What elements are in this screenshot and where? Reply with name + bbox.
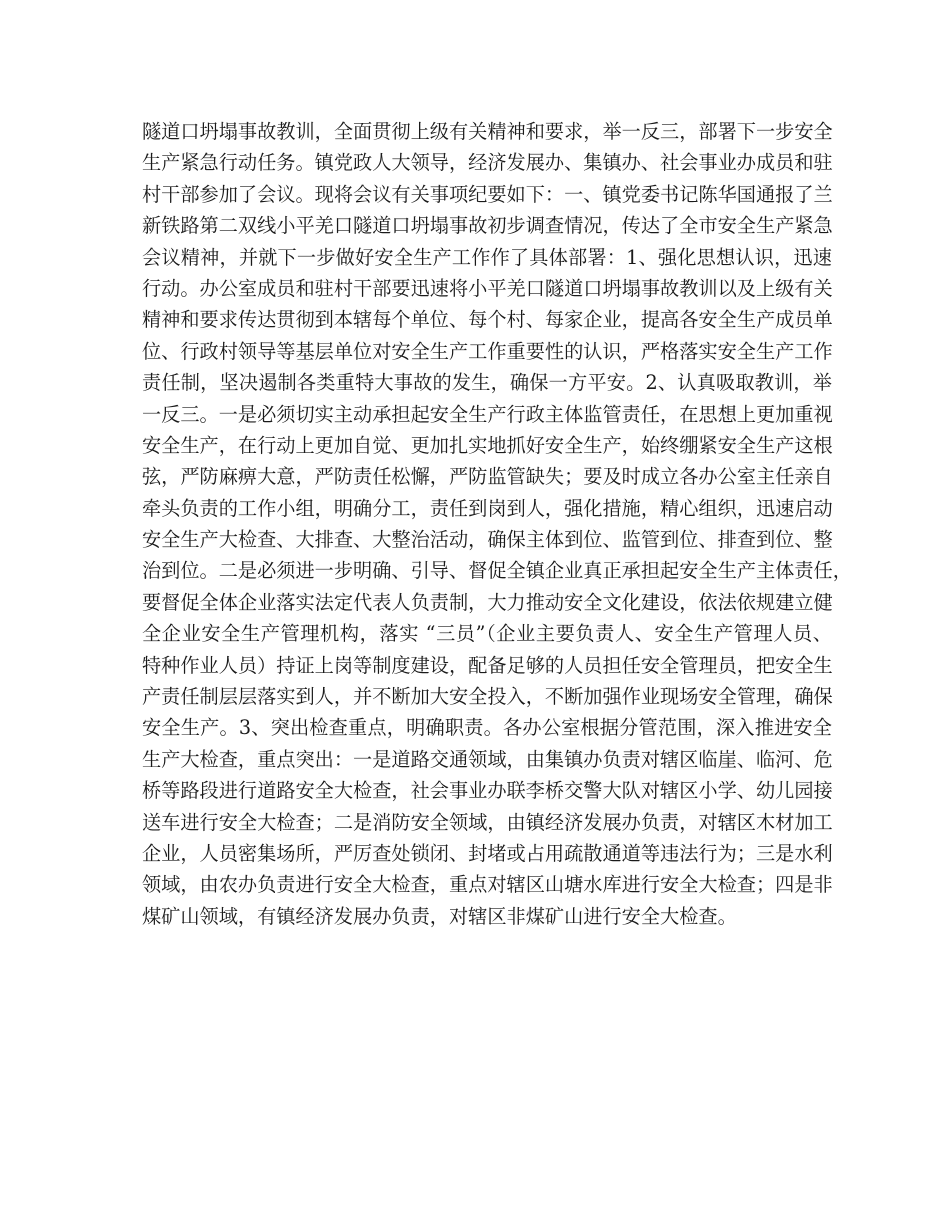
text-line: 一反三。一是必须切实主动承担起安全生产行政主体监管责任，在思想上更加重视 (142, 402, 833, 426)
text-line: 隧道口坍塌事故教训，全面贯彻上级有关精神和要求，举一反三，部署下一步安全 (142, 120, 833, 143)
text-line: 特种作业人员）持证上岗等制度建设，配备足够的人员担任安全管理员，把安全生 (142, 653, 833, 677)
text-line: 责任制，坚决遏制各类重特大事故的发生，确保一方平安。2、认真吸取教训，举 (142, 371, 832, 395)
text-line: 领域，由农办负责进行安全大检查，重点对辖区山塘水库进行安全大检查；四是非 (142, 873, 833, 897)
text-line: 产责任制层层落实到人，并不断加大安全投入，不断加强作业现场安全管理，确保 (142, 685, 833, 709)
text-line: 桥等路段进行道路安全大检查，社会事业办联李桥交警大队对辖区小学、幼儿园接 (142, 779, 833, 803)
text-line: 行动。办公室成员和驻村干部要迅速将小平羌口隧道口坍塌事故教训以及上级有关 (142, 276, 833, 300)
text-line: 弦，严防麻痹大意，严防责任松懈，严防监管缺失；要及时成立各办公室主任亲自 (142, 465, 833, 489)
text-line: 要督促全体企业落实法定代表人负责制，大力推动安全文化建设，依法依规建立健 (142, 590, 833, 614)
text-line: 生产紧急行动任务。镇党政人大领导，经济发展办、集镇办、社会事业办成员和驻 (142, 151, 833, 175)
text-line: 安全生产，在行动上更加自觉、更加扎实地抓好安全生产，始终绷紧安全生产这根 (142, 433, 833, 457)
text-line: 安全生产。3、突出检查重点，明确职责。各办公室根据分管范围，深入推进安全 (142, 716, 832, 740)
text-line: 全企业安全生产管理机构，落实 “三员”（企业主要负责人、安全生产管理人员、 (142, 622, 832, 646)
text-line: 送车进行安全大检查；二是消防安全领域，由镇经济发展办负责，对辖区木材加工 (142, 810, 833, 834)
text-line: 安全生产大检查、大排查、大整治活动，确保主体到位、监管到位、排查到位、整 (142, 528, 833, 552)
text-line: 精神和要求传达贯彻到本辖每个单位、每个村、每家企业，提高各安全生产成员单 (142, 308, 833, 332)
text-line: 生产大检查，重点突出：一是道路交通领域，由集镇办负责对辖区临崖、临河、危 (142, 747, 833, 771)
text-line: 治到位。二是必须进一步明确、引导、督促全镇企业真正承担起安全生产主体责任， (142, 559, 852, 583)
text-line: 牵头负责的工作小组，明确分工，责任到岗到人，强化措施，精心组织，迅速启动 (142, 496, 833, 520)
body-text (142, 116, 852, 932)
text-line: 新铁路第二双线小平羌口隧道口坍塌事故初步调查情况，传达了全市安全生产紧急 (142, 214, 833, 238)
text-line: 会议精神，并就下一步做好安全生产工作作了具体部署：1、强化思想认识，迅速 (142, 245, 832, 269)
text-line: 位、行政村领导等基层单位对安全生产工作重要性的认识，严格落实安全生产工作 (142, 339, 833, 363)
text-line: 煤矿山领域，有镇经济发展办负责，对辖区非煤矿山进行安全大检查。 (142, 904, 737, 928)
text-line: 企业，人员密集场所，严厉查处锁闭、封堵或占用疏散通道等违法行为；三是水利 (142, 841, 833, 865)
text-line: 村干部参加了会议。现将会议有关事项纪要如下：一、镇党委书记陈华国通报了兰 (142, 182, 833, 206)
